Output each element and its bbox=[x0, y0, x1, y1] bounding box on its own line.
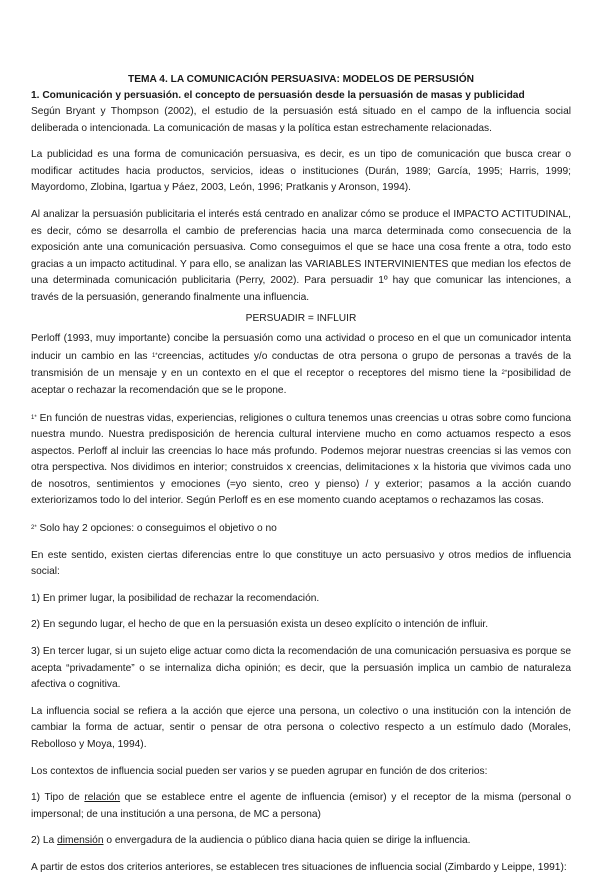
note-marker-1: 1* bbox=[31, 414, 37, 421]
section-heading: 1. Comunicación y persuasión. el concepto de persuasión desde la persuasión de masas y publicidad bbox=[31, 90, 525, 101]
criterion-dimension-a: 2) La bbox=[31, 835, 58, 847]
paragraph-impacto-actitudinal: Al analizar la persuasión publicitaria el interés está centrado en analizar cómo se produce el IMPACTO ACTITUDINAL, es decir, cómo se desarrolla el cambio de preferencias hacia una marca determinada como consecuencia de la exposición ante una comunicación persuasiva. Como conseguimos el que se hace una cosa frente a otra, todo esto gracias a un impacto actitudinal. Y para ello, se analizan las VARIABLES INTERVINIENTES que median los efectos de una determinada comunicación publicitaria (Perry, 2002). Para persuadir 1º hay que comunicar las intenciones, a través de la persuasión, generando finalmente una influencia. bbox=[31, 208, 571, 303]
equation-persuadir-influir: PERSUADIR = INFLUIR bbox=[245, 312, 357, 324]
list-item-1: 1) En primer lugar, la posibilidad de rechazar la recomendación. bbox=[31, 592, 320, 604]
document-title: TEMA 4. LA COMUNICACIÓN PERSUASIVA: MODELOS DE PERSUSIÓN bbox=[127, 74, 475, 85]
perloff-text-a: Perloff (1993, muy importante) concibe la persuasión como una actividad o proceso en el que un comunicador intenta inducir un cambio en las bbox=[31, 333, 571, 362]
criterion-dimension-b: o envergadura de la audiencia o público diana hacia quien se dirige la influencia. bbox=[103, 835, 471, 847]
paragraph-perloff bbox=[31, 331, 571, 399]
footnote-marker-2: 2* bbox=[501, 370, 508, 377]
criterion-relacion-term: relación bbox=[84, 792, 121, 804]
list-item-2: 2) En segundo lugar, el hecho de que en la persuasión exista un deseo explícito o intención de influir. bbox=[31, 619, 489, 631]
note-creencias-text: En función de nuestras vidas, experiencias, religiones o cultura tenemos unas creencias u otras sobre como funciona nuestra mundo. Nuestra predisposición de herencia cultural interviene mucho en como actuamos respecto a esos aspectos. Perloff al incluir las creencias lo hace más profundo. Podemos mejorar nuestras creencias si las vemos con otra perspectiva. Nos dividimos en interior; construidos x creencias, delimitaciones x la historia que vivimos cada uno de nosotros, sentimientos y emociones (=yo siento, creo y pienso) / y exterior; pasamos a la acción cuando exteriorizamos todo lo del interior. Según Perloff es en ese momento cuando aceptamos o rechazamos las cosas. bbox=[31, 412, 571, 507]
document-page bbox=[31, 72, 571, 887]
paragraph-influencia-social: La influencia social se refiera a la acción que ejerce una persona, un colectivo o una institución con la intención de cambiar la forma de actuar, sentir o pensar de otra persona o colectivo respecto a un estímulo dado (Morales, Rebolloso y Moya, 1994). bbox=[31, 705, 571, 750]
note-creencias bbox=[31, 410, 571, 511]
paragraph-contextos: Los contextos de influencia social pueden ser varios y se pueden agrupar en función de dos criterios: bbox=[31, 765, 488, 777]
paragraph-situaciones: A partir de estos dos criterios anteriores, se establecen tres situaciones de influencia social (Zimbardo y Leippe, 1991): bbox=[31, 861, 567, 873]
paragraph-publicidad: La publicidad es una forma de comunicación persuasiva, es decir, es un tipo de comunicación que busca crear o modificar actitudes hacia productos, servicios, ideas o instituciones (Durán, 1989; García, 1995; Harris, 1999; Mayordomo, Zlobina, Igartua y Páez, 2003, León, 1996; Pratkanis y Aronson, 1994). bbox=[31, 149, 571, 194]
criterion-relacion-b: que se establece entre el agente de influencia (emisor) y el receptor de la misma (personal o impersonal; de una institución a una persona, de MC a persona) bbox=[31, 792, 572, 820]
criterion-dimension bbox=[31, 833, 571, 850]
list-item-3: 3) En tercer lugar, si un sujeto elige actuar como dicta la recomendación de una comunicación persuasiva es porque se acepta “privadamente” o se internaliza dicha opinión; es decir, que la persuasión implica un cambio de naturaleza afectiva o cognitiva. bbox=[31, 646, 571, 691]
criterion-relacion bbox=[31, 790, 571, 823]
perloff-text-b: creencias, actitudes y/o conductas de otra persona o grupo de personas a través de la transmisión de un mensaje y en un contexto en el que el receptor o receptores del mismo tiene la bbox=[31, 350, 571, 380]
criterion-dimension-term: dimensión bbox=[57, 835, 104, 847]
note-opciones bbox=[31, 520, 571, 538]
footnote-marker-1: 1* bbox=[151, 352, 158, 359]
paragraph-diferencias: En este sentido, existen ciertas diferencias entre lo que constituye un acto persuasivo y otros medios de influencia social: bbox=[31, 549, 571, 578]
paragraph-bryant-thompson: Según Bryant y Thompson (2002), el estudio de la persuasión está situado en el campo de la influencia social deliberada o intencionada. La comunicación de masas y la política estan estrechamente relacionadas. bbox=[31, 106, 571, 134]
note-opciones-text: Solo hay 2 opciones: o conseguimos el objetivo o no bbox=[36, 523, 277, 535]
perloff-text-c: posibilidad de aceptar o rechazar la recomendación que se le propone. bbox=[31, 368, 571, 396]
criterion-relacion-a: 1) Tipo de bbox=[31, 792, 85, 804]
note-marker-2: 2* bbox=[31, 525, 37, 532]
